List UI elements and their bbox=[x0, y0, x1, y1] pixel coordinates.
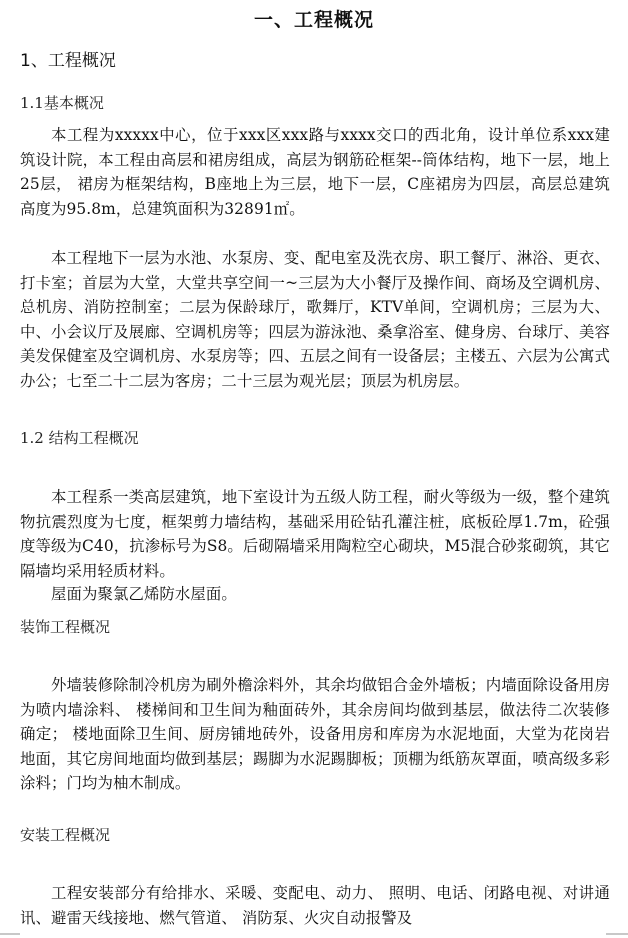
subsection-heading-structure: 1.2 结构工程概况 bbox=[20, 429, 139, 447]
paragraph-decoration: 外墙装修除制冷机房为刷外檐涂料外，其余均做铝合金外墙板；内墙面除设备用房为喷内墙涂料、 楼梯间和卫生间为釉面砖外，其余房间均做到基层，做法待二次装修确定； 楼地面除卫生间、厨房铺地砖外，设备用房和库房为水泥地面，大堂为花岗岩地面，其它房间地面均做到基层；踢脚为水泥踢脚板；顶棚为纸筋灰罩面，喷高级多彩涂料；门均为柚木制成。 bbox=[20, 676, 610, 793]
subsection-heading-decoration: 装饰工程概况 bbox=[20, 618, 111, 636]
document-title: 一、工程概况 bbox=[253, 9, 374, 31]
section-heading: 1、工程概况 bbox=[20, 51, 116, 71]
paragraph-roof: 屋面为聚氯乙烯防水屋面。 bbox=[51, 585, 237, 603]
subsection-heading-basic: 1.1基本概况 bbox=[20, 94, 104, 112]
paragraph-basic-overview: 本工程为xxxxx中心，位于xxx区xxx路与xxxx交口的西北角，设计单位系xxx建筑设计院，本工程由高层和裙房组成，高层为钢筋砼框架--筒体结构，地下一层，地上25层， 裙房为框架结构，B座地上为三层，地下一层，C座裙房为四层，高层总建筑高度为95.8m，总建筑面积为32891㎡。 bbox=[20, 126, 610, 218]
page-edge-divider-right bbox=[606, 933, 628, 935]
paragraph-floor-usage: 本工程地下一层为水池、水泵房、变、配电室及洗衣房、职工餐厅、淋浴、更衣、打卡室；首层为大堂，大堂共享空间一~三层为大小餐厅及操作间、商场及空调机房、总机房、消防控制室；二层为保龄球厅，歌舞厅，KTV单间，空调机房；三层为大、中、小会议厅及展廊、空调机房等；四层为游泳池、桑拿浴室、健身房、台球厅、美容美发保健室及空调机房、水泵房等；四、五层之间有一设备层；主楼五、六层为公寓式办公；七至二十二层为客房；二十三层为观光层；顶层为机房层。 bbox=[20, 249, 610, 390]
page-edge-divider-left bbox=[0, 933, 20, 935]
subsection-heading-installation: 安装工程概况 bbox=[20, 826, 111, 844]
paragraph-structure: 本工程系一类高层建筑，地下室设计为五级人防工程，耐火等级为一级，整个建筑物抗震烈度为七度，框架剪力墙结构，基础采用砼钻孔灌注桩，底板砼厚1.7m，砼强度等级为C40，抗渗标号为S8。后砌隔墙采用陶粒空心砌块，M5混合砂浆砌筑，其它隔墙均采用轻质材料。 bbox=[20, 488, 610, 580]
paragraph-installation: 工程安装部分有给排水、采暖、变配电、动力、 照明、电话、闭路电视、对讲通讯、避雷天线接地、燃气管道、 消防泵、火灾自动报警及 bbox=[20, 884, 610, 927]
